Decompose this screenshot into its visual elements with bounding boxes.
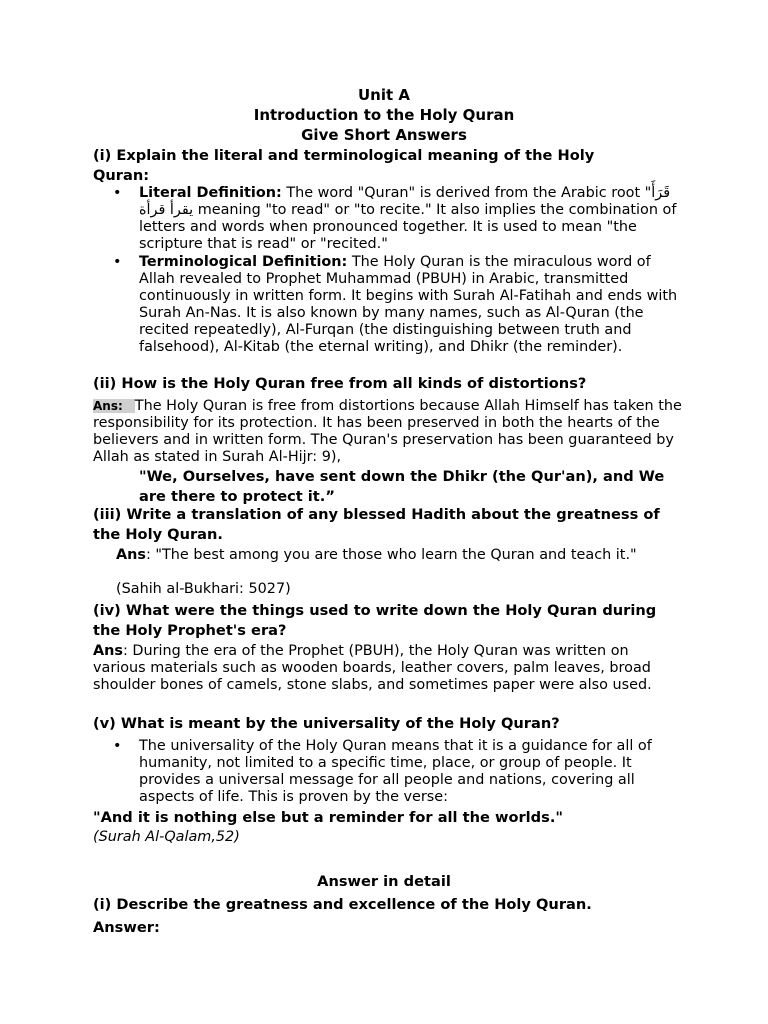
question-2-answer bbox=[93, 398, 683, 466]
question-4-answer bbox=[93, 643, 683, 694]
question-5: (v) What is meant by the universality of the Holy Quran? bbox=[93, 715, 560, 732]
universality-item: • The universality of the Holy Quran means that it is a guidance for all of humanity, not limited to a specific time, place, or group of people. It provides a universal message for all people and nations, covering all aspects of life. This is proven by the verse: bbox=[93, 738, 683, 806]
question-3: (iii) Write a translation of any blessed Hadith about the greatness of the Holy Quran. bbox=[93, 506, 660, 543]
question-1-answers bbox=[93, 185, 683, 356]
arabic-root: قَرَأَ يقرأ قرأة bbox=[139, 185, 671, 218]
question-4: (iv) What were the things used to write down the Holy Quran during the Holy Prophet's era? bbox=[93, 602, 657, 639]
page-title: Introduction to the Holy Quran bbox=[253, 106, 515, 124]
hadith-text: : "The best among you are those who learn the Quran and teach it." bbox=[145, 547, 637, 563]
detail-question-1: (i) Describe the greatness and excellence of the Holy Quran. bbox=[93, 896, 592, 913]
universality-verse: "And it is nothing else but a reminder for all the worlds." bbox=[93, 809, 563, 826]
detail-answer-label: Answer: bbox=[93, 919, 160, 936]
answer-label: Ans: bbox=[93, 399, 135, 413]
terminological-definition-term: Terminological Definition: bbox=[139, 254, 348, 270]
literal-definition-term: Literal Definition: bbox=[139, 185, 282, 201]
terminological-definition-text: The Holy Quran is the miraculous word of Allah revealed to Prophet Muhammad (PBUH) in Arabic, transmitted continuously in written form. It begins with Surah Al-Fatihah and ends with Surah An-Nas. It is also known by many names, such as Al-Quran (the recited repeatedly), Al-Furqan (the distinguishing between truth and falsehood), Al-Kitab (the eternal writing), and Dhikr (the reminder). bbox=[139, 254, 678, 355]
quran-protection-quote: "We, Ourselves, have sent down the Dhikr (the Qur'an), and We are there to protect it.” bbox=[139, 468, 665, 505]
literal-definition-item bbox=[93, 185, 683, 253]
hadith-source: (Sahih al-Bukhari: 5027) bbox=[116, 581, 291, 597]
literal-definition-pre: The word "Quran" is derived from the Arabic root " bbox=[281, 185, 652, 201]
question-3-answer bbox=[116, 547, 676, 564]
verse-source: (Surah Al-Qalam,52) bbox=[93, 829, 240, 845]
section-subtitle: Give Short Answers bbox=[301, 126, 467, 144]
detail-heading: Answer in detail bbox=[317, 873, 451, 890]
question-2: (ii) How is the Holy Quran free from all kinds of distortions? bbox=[93, 375, 587, 392]
unit-heading: Unit A bbox=[357, 86, 410, 104]
answer-label: Ans bbox=[93, 643, 123, 659]
question-5-answers bbox=[93, 738, 683, 806]
terminological-definition-item bbox=[93, 254, 683, 356]
question-1: (i) Explain the literal and terminological meaning of the Holy Quran: bbox=[93, 147, 595, 184]
literal-definition-post: meaning "to read" or "to recite." It also implies the combination of letters and words when pronounced together. It is used to mean "the scripture that is read" or "recited." bbox=[139, 202, 677, 252]
answer-text: : During the era of the Prophet (PBUH), the Holy Quran was written on various materials such as wooden boards, leather covers, palm leaves, broad shoulder bones of camels, stone slabs, and sometimes paper were also used. bbox=[93, 643, 652, 693]
answer-text: The Holy Quran is free from distortions because Allah Himself has taken the responsibility for its protection. It has been preserved in both the hearts of the believers and in written form. The Quran's preservation has been guaranteed by Allah as stated in Surah Al-Hijr: 9), bbox=[93, 398, 682, 465]
answer-label: Ans bbox=[116, 547, 146, 563]
